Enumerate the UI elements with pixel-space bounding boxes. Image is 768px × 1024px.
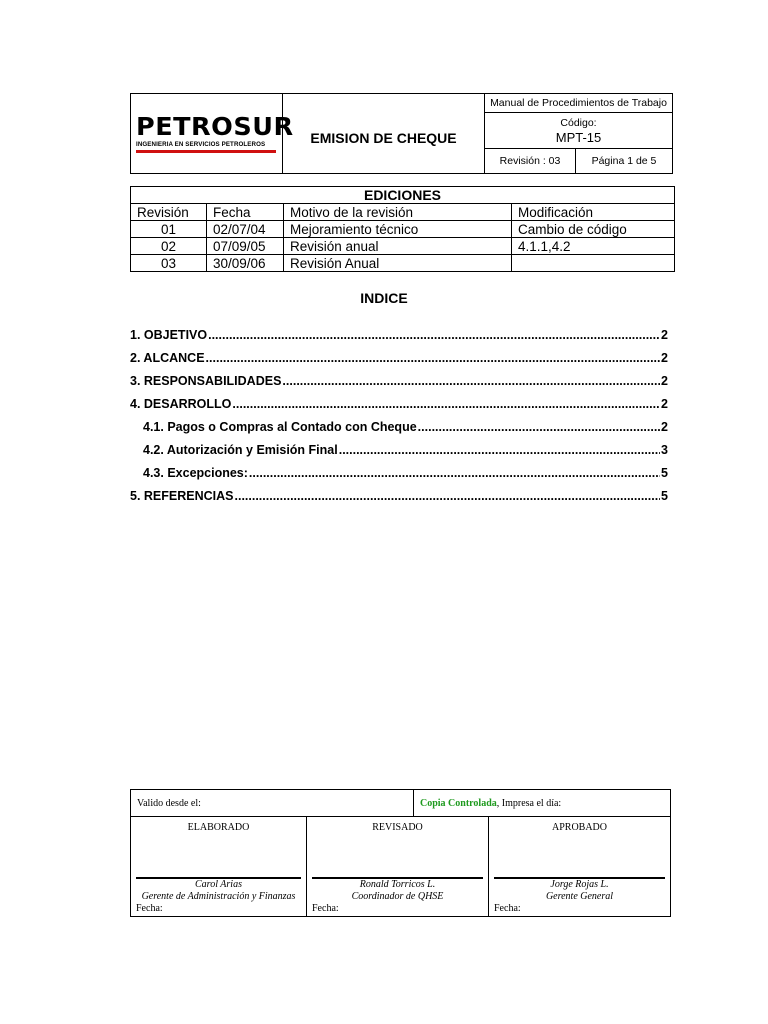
toc-label: 5. REFERENCIAS [130,489,234,503]
toc-page: 3 [661,443,668,457]
toc-page: 2 [661,374,668,388]
manual-name: Manual de Procedimientos de Trabajo [485,94,672,113]
signature-date-label: Fecha: [312,903,339,914]
document-header [130,93,673,174]
col-header-modificacion: Modificación [512,204,675,221]
valid-from: Valido desde el: [131,790,414,816]
controlled-copy-label: Copia Controlada [420,797,497,809]
modificacion-cell [512,255,675,272]
logo-tagline: INGENIERIA EN SERVICIOS PETROLEROS [136,141,266,148]
signer-name: Ronald Torricos L. [359,879,436,890]
signer [307,879,488,903]
editions-title: EDICIONES [131,187,675,204]
revision-cell: 01 [131,221,207,238]
toc-label: 4. DESARROLLO [130,397,232,411]
toc-label: 4.3. Excepciones: [143,466,248,480]
header-meta [485,94,672,173]
toc-page: 5 [661,466,668,480]
toc-subentry[interactable] [130,466,668,489]
toc-page: 2 [661,351,668,365]
toc-page: 2 [661,420,668,434]
revision-page-row [485,149,672,173]
signature-revisado [307,817,489,916]
table-row [131,255,675,272]
signer [131,879,306,903]
code-cell [485,113,672,149]
toc-label: 4.2. Autorización y Emisión Final [143,443,338,457]
toc-label: 2. ALCANCE [130,351,205,365]
signer [489,879,670,903]
toc-leader [418,420,660,434]
toc-entry[interactable] [130,397,668,420]
fecha-cell: 07/09/05 [207,238,284,255]
col-header-revision: Revisión [131,204,207,221]
controlled-copy [414,790,670,816]
toc-subentry[interactable] [130,420,668,443]
signature-elaborado [131,817,307,916]
signer-role: Coordinador de QHSE [351,891,444,902]
signature-date-label: Fecha: [136,903,163,914]
signature-row [131,817,670,916]
validity-row [131,790,670,817]
motivo-cell: Revisión anual [284,238,512,255]
signer-role: Gerente de Administración y Finanzas [141,891,296,902]
modificacion-cell: 4.1.1,4.2 [512,238,675,255]
motivo-cell: Mejoramiento técnico [284,221,512,238]
page-number: Página 1 de 5 [591,155,657,167]
toc-label: 4.1. Pagos o Compras al Contado con Cheque [143,420,417,434]
toc-entry[interactable] [130,328,668,351]
editions-header-row [131,204,675,221]
index-title: INDICE [360,290,408,306]
toc-leader [208,328,660,342]
petrosur-logo [131,94,294,173]
signature-heading: ELABORADO [187,822,250,833]
approval-footer [130,789,671,917]
fecha-cell: 30/09/06 [207,255,284,272]
table-row [131,238,675,255]
toc-page: 2 [661,397,668,411]
col-header-motivo: Motivo de la revisión [284,204,512,221]
toc-page: 2 [661,328,668,342]
toc-leader [235,489,661,503]
signature-heading: APROBADO [551,822,607,833]
code-value: MPT-15 [555,129,602,145]
toc-page: 5 [661,489,668,503]
revision-number: Revisión : 03 [485,149,576,173]
motivo-cell: Revisión Anual [284,255,512,272]
signer-name: Carol Arias [195,879,242,890]
toc-label: 1. OBJETIVO [130,328,208,342]
editions-title-row [131,187,675,204]
toc-leader [232,397,660,411]
logo-wordmark: PETROSUR [136,112,294,141]
signer-role: Gerente General [545,891,614,902]
table-of-contents [130,328,668,512]
toc-leader [339,443,660,457]
toc-leader [282,374,660,388]
col-header-fecha: Fecha [207,204,284,221]
signature-date-label: Fecha: [494,903,521,914]
modificacion-cell: Cambio de código [512,221,675,238]
editions-table [130,186,675,272]
fecha-cell: 02/07/04 [207,221,284,238]
toc-subentry[interactable] [130,443,668,466]
table-row [131,221,675,238]
signature-aprobado [489,817,670,916]
code-label: Código: [560,116,597,129]
printed-on-label: , Impresa el día: [496,797,562,809]
toc-entry[interactable] [130,374,668,397]
signer-name: Jorge Rojas L. [550,879,609,890]
logo-red-rule [136,150,276,153]
revision-cell: 03 [131,255,207,272]
document-title: EMISION DE CHEQUE [283,94,485,173]
toc-leader [249,466,660,480]
toc-entry[interactable] [130,489,668,512]
toc-leader [206,351,661,365]
toc-entry[interactable] [130,351,668,374]
toc-label: 3. RESPONSABILIDADES [130,374,282,388]
revision-cell: 02 [131,238,207,255]
signature-heading: REVISADO [372,822,423,833]
